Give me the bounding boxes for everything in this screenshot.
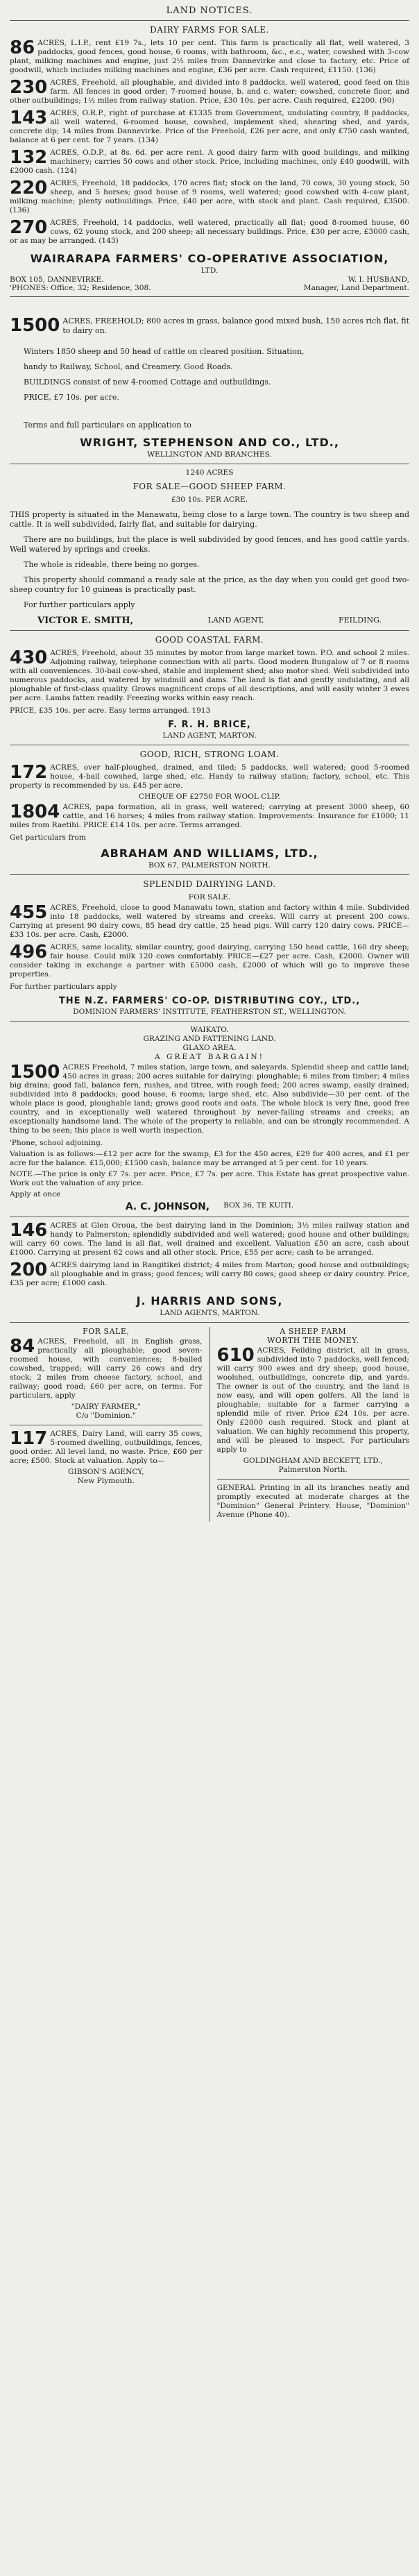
smith-role: LAND AGENT, xyxy=(207,616,264,625)
wright-headline-text: ACRES, FREEHOLD; 800 acres in grass, balance good mixed bush, 150 acres rich flat, fit to dairy on. xyxy=(62,316,409,335)
wairarapa-role: Manager, Land Department. xyxy=(303,284,409,292)
nz-title: SPLENDID DAIRYING LAND. xyxy=(143,879,276,889)
dairy-ad-text: ACRES, Freehold, 14 paddocks, well watered, practically all flat; good 8-roomed house, 60 cows, 62 young stock, and 200 sheep; all necessary buildings. Price, £30 per acre, £3000 cash, or as may be arranged. (143) xyxy=(10,219,409,245)
wright-firm: WRIGHT, STEPHENSON AND CO., LTD., xyxy=(80,436,339,449)
divider xyxy=(10,630,409,631)
dairy-farmer-title: FOR SALE, xyxy=(83,1327,130,1336)
goldingham-title: A SHEEP FARM xyxy=(280,1327,347,1336)
divider xyxy=(10,296,409,297)
dairy-ad xyxy=(10,39,409,75)
divider xyxy=(10,874,409,875)
dairy-ad-acres: 143 xyxy=(10,108,48,128)
dairy-farmer-text xyxy=(10,1337,203,1400)
johnson-text xyxy=(10,1063,409,1135)
goldingham-acres: 610 xyxy=(216,1345,255,1366)
harris-body-2: ACRES dairying land in Rangitikei district; 4 miles from Marton; good house and outbuildings; all ploughable and in grass; good fences; will carry 80 cows; good sheep or dairy country. Price, £35 per acre; £1000 cash. xyxy=(10,1261,409,1287)
harris-town: LAND AGENTS, MARTON. xyxy=(160,1309,259,1317)
bottom-columns xyxy=(10,1327,409,1522)
brice-town: LAND AGENT, MARTON. xyxy=(162,731,257,740)
abraham-body-2: ACRES, papa formation, all in grass, well watered; carrying at present 3000 sheep, 60 cattle, and 16 horses; 4 miles from railway station. Improvements: Insurance for £1000; 11 miles from Raetihi. PRICE £14 10s. per acre. Terms arranged. xyxy=(10,803,409,829)
smith-p4: This property should command a ready sale at the price, as the day when you could get good two-sheep country for 10 guineas is practically past. xyxy=(10,575,409,594)
smith-p3: The whole is rideable, there being no gorges. xyxy=(24,560,200,569)
dairy-ad-text: ACRES, Freehold, 18 paddocks, 170 acres flat; stock on the land, 70 cows, 30 young stock, 50 sheep, and 5 horses; good house of 9 rooms, well watered; good cowshed with 4-cow plant, milking machine; plenty outbuildings. Price, £40 per acre, with stock and plant. Cash required, £3500. (136) xyxy=(10,179,409,214)
dairy-ad xyxy=(10,219,409,246)
johnson-note: NOTE.—The price is only £7 7s. per acre. Price, £7 7s. per acre. This Estate has great prospective value. Work out the valuation of any price. xyxy=(10,1170,409,1187)
dairy-ad-text: ACRES, L.I.P., rent £19 7s., lets 10 per cent. This farm is practically all flat, well watered, 3 paddocks, good fences, good house, 6 rooms, with bathroom, &c., e.c., water, cowshed with 3-cow plant, milking machines and engine, just 2½ miles from Dannevirke and close to factory, etc. Price of goodwill, which includes milking machines and engine, £36 per acre. Cash required, £1150. (136) xyxy=(10,39,409,74)
johnson-r4: A GREAT BARGAIN! xyxy=(155,1053,264,1061)
dairy-ad-acres: 132 xyxy=(10,147,48,168)
brice-ad xyxy=(10,635,409,740)
brice-body: ACRES, Freehold, about 35 minutes by motor from large market town. P.O. and school 2 miles. Adjoining railway, telephone connection with all parts. Good modern Bungalow of 7 or 8 rooms with all conveniences. 30-bail cow-shed, stable and implement shed; also motor shed. Well subdivided into numerous paddocks, and watered by windmill and dams. The land is flat and gently undulating, and all ploughable of first-class quality. Grows magnificent crops of all descriptions, and will easily winter 3 ewes per acre. Lambs fatten readily. Freezing works within easy reach. xyxy=(10,649,409,702)
johnson-body: ACRES Freehold, 7 miles station, large town, and saleyards. Splendid sheep and cattle land; 450 acres in grass; 200 acres suitable for dairying: ploughable; 6 miles from timber; 4 miles big drains; good fall, balance fern, rushes, and titree, with rough feed; 200 acres swamp, easily drained; subdivided into 8 paddocks; good house, 6 rooms; large shed, etc. Also subdivide—30 per cent. of the whole place is good, ploughable land; grows good roots and oats. The whole block is very fine, good free country, and in exceptionally well watered throughout by never-failing streams and creeks; an exceptionally handsome land. The whole of the property is reliable, and can be strongly recommended. A thing to be seen; this place is well worth inspection. xyxy=(10,1063,409,1135)
nz-sub: FOR SALE. xyxy=(188,893,231,901)
smith-signature xyxy=(10,616,409,626)
harris-acres-2: 200 xyxy=(10,1260,48,1280)
johnson-r1: WAIKATO. xyxy=(190,1026,229,1034)
nz-acres-2: 496 xyxy=(10,942,48,963)
nz-farmers-ad xyxy=(10,879,409,1017)
nz-text-1 xyxy=(10,904,409,940)
abraham-firm: ABRAHAM AND WILLIAMS, LTD., xyxy=(101,847,318,860)
wairarapa-box: BOX 105, DANNEVIRKE. xyxy=(10,276,104,284)
gibson-body: ACRES, Dairy Land, will carry 35 cows, 5-roomed dwelling, outbuildings, fences, good order. All level land, no waste. Price, £60 per acre; £500. Stock at valuation. Apply to— xyxy=(10,1430,203,1465)
dairy-farmer-box: "DAIRY FARMER," xyxy=(71,1403,141,1411)
dairy-ad xyxy=(10,149,409,176)
nz-address: DOMINION FARMERS' INSTITUTE, FEATHERSTON ST., WELLINGTON. xyxy=(73,1008,346,1016)
harris-text-1 xyxy=(10,1221,409,1257)
smith-town: FEILDING. xyxy=(338,616,382,625)
wairarapa-firm: WAIRARAPA FARMERS' CO-OPERATIVE ASSOCIATION, xyxy=(30,252,389,265)
divider xyxy=(10,20,409,21)
nz-acres-1: 455 xyxy=(10,902,48,923)
abraham-ad xyxy=(10,749,409,870)
brice-text xyxy=(10,649,409,703)
dairy-section xyxy=(10,25,409,292)
wright-winters: Winters 1850 sheep and 50 head of cattle on cleared position. Situation, xyxy=(24,347,305,356)
dairy-ad-text: ACRES, Freehold, all ploughable, and divided into 8 paddocks, well watered, good feed on this farm. All fences in good order; 7-roomed house, b. and c. water; cowshed, concrete floor, and other outbuildings; 1½ miles from railway station. Price, £30 10s. per acre. Cash required, £2200. (90) xyxy=(10,78,409,105)
dairy-ad-acres: 270 xyxy=(10,217,48,238)
johnson-valuation: Valuation is as follows:—£12 per acre for the swamp, £3 for the 450 acres, £29 for 400 acres, and £1 per acre for the balance. £15,000; £1500 cash, balance may be arranged at 5 per cent. for 10 years. xyxy=(10,1150,409,1167)
wright-branches: WELLINGTON AND BRANCHES. xyxy=(147,450,272,459)
brice-agent: F. R. H. BRICE, xyxy=(168,720,251,730)
dairy-ad xyxy=(10,109,409,145)
abraham-box: BOX 67, PALMERSTON NORTH. xyxy=(148,861,271,870)
wairarapa-row-2 xyxy=(10,284,409,292)
dairy-farmer-body: ACRES, Freehold, all in English grass, practically all ploughable; good seven-roomed house, with conveniences; 8-bailed cowshed, trapped; will carry 26 cows and dry stock; 2 miles from cheese factory, school, and railway; good road; £60 per acre, on terms. For particulars, apply xyxy=(10,1337,203,1400)
gibson-town: New Plymouth. xyxy=(77,1477,135,1485)
brice-acres-number: 430 xyxy=(10,647,48,668)
brice-price: PRICE, £35 10s. per acre. Easy terms arranged. 1913 xyxy=(10,706,211,715)
smith-further: For further particulars apply xyxy=(24,600,135,609)
smith-title: FOR SALE—GOOD SHEEP FARM. xyxy=(132,482,287,491)
gibson-agent: GIBSON'S AGENCY, xyxy=(68,1468,144,1476)
divider xyxy=(10,1322,409,1323)
dairy-ad xyxy=(10,179,409,215)
nz-body-2: ACRES, same locality, similar country, good dairying, carrying 150 head cattle, 160 dry sheep; fair house. Could milk 120 cows comfortably. PRICE—£27 per acre. Cash, £2000. Owner will consider taking in exchange a partner with £5000 cash, £2000 of which will go to improve these properties. xyxy=(10,943,409,978)
nz-further: For further particulars apply xyxy=(10,983,117,991)
dairy-farmer-acres: 84 xyxy=(10,1336,35,1357)
wright-handy: handy to Railway, School, and Creamery. Good Roads. xyxy=(24,362,233,371)
dairy-ad-acres: 220 xyxy=(10,178,48,198)
johnson-agent: A. C. JOHNSON, xyxy=(125,1201,210,1212)
johnson-r2: GRAZING AND FATTENING LAND. xyxy=(143,1035,276,1043)
harris-acres-1: 146 xyxy=(10,1220,48,1241)
johnson-signature xyxy=(10,1201,409,1212)
harris-body-1: ACRES at Glen Oroua, the best dairying land in the Dominion; 3½ miles railway station and handy to Palmerston; splendidly subdivided and well watered; good house and other buildings; will carry 60 cows. The land is all flat, well drained and excellent. Valuation £50 an acre, cash about £1000. Carrying at present 62 cows and all other stock. Price, £55 per acre; cash to be arranged. xyxy=(10,1221,409,1257)
wairarapa-manager: W. I. HUSBAND, xyxy=(348,276,409,284)
dairy-ad-text: ACRES, O.R.P., right of purchase at £1335 from Government, undulating country, 8 paddocks, all well watered, 6-roomed house, cowshed, implement shed, shearing shed, and yards, concrete dip; 14 miles from Dannevirke. Price of the Freehold, £26 per acre, and only £750 cash wanted, balance at 6 per cent. for 7 years. (134) xyxy=(10,109,409,144)
wright-buildings: BUILDINGS consist of new 4-roomed Cottage and outbuildings. xyxy=(24,378,271,387)
right-column xyxy=(217,1327,410,1522)
wright-headline xyxy=(10,316,409,336)
abraham-body-1: ACRES, over half-ploughed, drained, and tiled; 5 paddocks, well watered; good 5-roomed house, 4-bail cowshed, large shed, etc. Handy to railway station; factory, school, etc. This property is recommended by us. £45 per acre. xyxy=(10,763,409,790)
dairy-ad-text: ACRES, O.D.P., at 8s. 6d. per acre rent. A good dairy farm with good buildings, and milking machinery; carries 50 cows and other stock. Price, including machines, only £40 goodwill, with £2000 cash. (124) xyxy=(10,149,409,175)
johnson-acres: 1500 xyxy=(10,1062,60,1083)
nz-text-2 xyxy=(10,943,409,979)
dairy-title: DAIRY FARMS FOR SALE. xyxy=(150,25,269,35)
smith-p2: There are no buildings, but the place is well subdivided by good fences, and has good cattle yards. Well watered by springs and creeks. xyxy=(10,535,409,554)
dairy-ad-acres: 230 xyxy=(10,77,48,98)
wairarapa-phones: 'PHONES: Office, 32; Residence, 308. xyxy=(10,284,151,292)
page-header: LAND NOTICES. xyxy=(166,6,253,16)
abraham-acres-1: 172 xyxy=(10,762,48,783)
dairy-ad-acres: 86 xyxy=(10,37,35,58)
harris-text-2 xyxy=(10,1261,409,1288)
smith-p1: THIS property is situated in the Manawatu, being close to a large town. The country is two sheep and cattle. It is well subdivided, fairly flat, and suitable for dairying. xyxy=(10,510,409,529)
divider xyxy=(217,1479,410,1480)
abraham-cheque: CHEQUE OF £2750 FOR WOOL CLIP. xyxy=(139,793,280,801)
divider xyxy=(10,1021,409,1022)
gibson-text xyxy=(10,1430,203,1466)
brice-title: GOOD COASTAL FARM. xyxy=(155,635,264,645)
gibson-acres: 117 xyxy=(10,1428,48,1449)
johnson-r3: GLAXO AREA. xyxy=(182,1044,237,1052)
abraham-text-2 xyxy=(10,803,409,830)
dairy-list xyxy=(10,39,409,248)
abraham-further: Get particulars from xyxy=(10,833,86,842)
printing-text: GENERAL Printing in all its branches neatly and promptly executed at moderate charges at the "Dominion" General Printery. House, "Dominion" Avenue (Phone 40). xyxy=(216,1484,409,1519)
nz-firm: THE N.Z. FARMERS' CO-OP. DISTRIBUTING COY., LTD., xyxy=(58,996,361,1006)
johnson-phone: 'Phone, school adjoining. xyxy=(10,1139,103,1147)
abraham-title: GOOD, RICH, STRONG LOAM. xyxy=(139,749,280,759)
goldingham-body: ACRES, Feilding district, all in grass, subdivided into 7 paddocks, well fenced; will carry 900 ewes and dry sheep; good house, woolshed, outbuildings, concrete dip, and yards. The owner is out of the country, and the land is now easy, and will open golfers. All the land is ploughable; suitable for a farmer carrying a splendid mile of river. Price £24 10s. per acre. Only £2000 cash required. Stock and plant at valuation. We can highly recommend this property, and will be pleased to inspect. For particulars apply to xyxy=(216,1346,409,1454)
harris-ad xyxy=(10,1221,409,1318)
johnson-apply: Apply at once xyxy=(10,1190,61,1198)
wright-price: PRICE, £7 10s. per acre. xyxy=(24,393,119,402)
smith-agent: VICTOR E. SMITH, xyxy=(37,616,134,626)
wright-ad xyxy=(10,301,409,459)
smith-price: £30 10s. PER ACRE. xyxy=(171,495,248,504)
wairarapa-row-1 xyxy=(10,276,409,284)
goldingham-text xyxy=(217,1346,410,1455)
abraham-acres-2: 1804 xyxy=(10,802,60,822)
goldingham-sub: WORTH THE MONEY. xyxy=(266,1336,359,1345)
harris-firm: J. HARRIS AND SONS, xyxy=(136,1294,283,1307)
dairy-ad xyxy=(10,78,409,105)
wright-terms: Terms and full particulars on application to xyxy=(24,421,191,430)
johnson-box: BOX 36, TE KUITI. xyxy=(223,1201,294,1210)
smith-ad xyxy=(10,468,409,626)
nz-body-1: ACRES, Freehold, close to good Manawatu town, station and factory within 4 mile. Subdivided into 18 paddocks, well watered by streams and creeks. Will carry at present 200 cows. Carrying at present 90 dairy cows, 85 head dry cattle, 25 head pigs. Will carry 120 dairy cows. PRICE—£33 10s. per acre. Cash, £2000. xyxy=(10,904,409,939)
dairy-farmer-care: C/o "Dominion." xyxy=(76,1412,136,1420)
wairarapa-ltd: LTD. xyxy=(200,266,219,275)
goldingham-town: Palmerston North. xyxy=(278,1466,348,1474)
abraham-text-1 xyxy=(10,763,409,790)
johnson-ad xyxy=(10,1026,409,1212)
left-column xyxy=(10,1327,203,1522)
goldingham-firm: GOLDINGHAM AND BECKETT, LTD., xyxy=(243,1457,383,1465)
smith-acres: 1240 ACRES xyxy=(185,468,234,477)
wright-acres-number: 1500 xyxy=(10,315,60,336)
